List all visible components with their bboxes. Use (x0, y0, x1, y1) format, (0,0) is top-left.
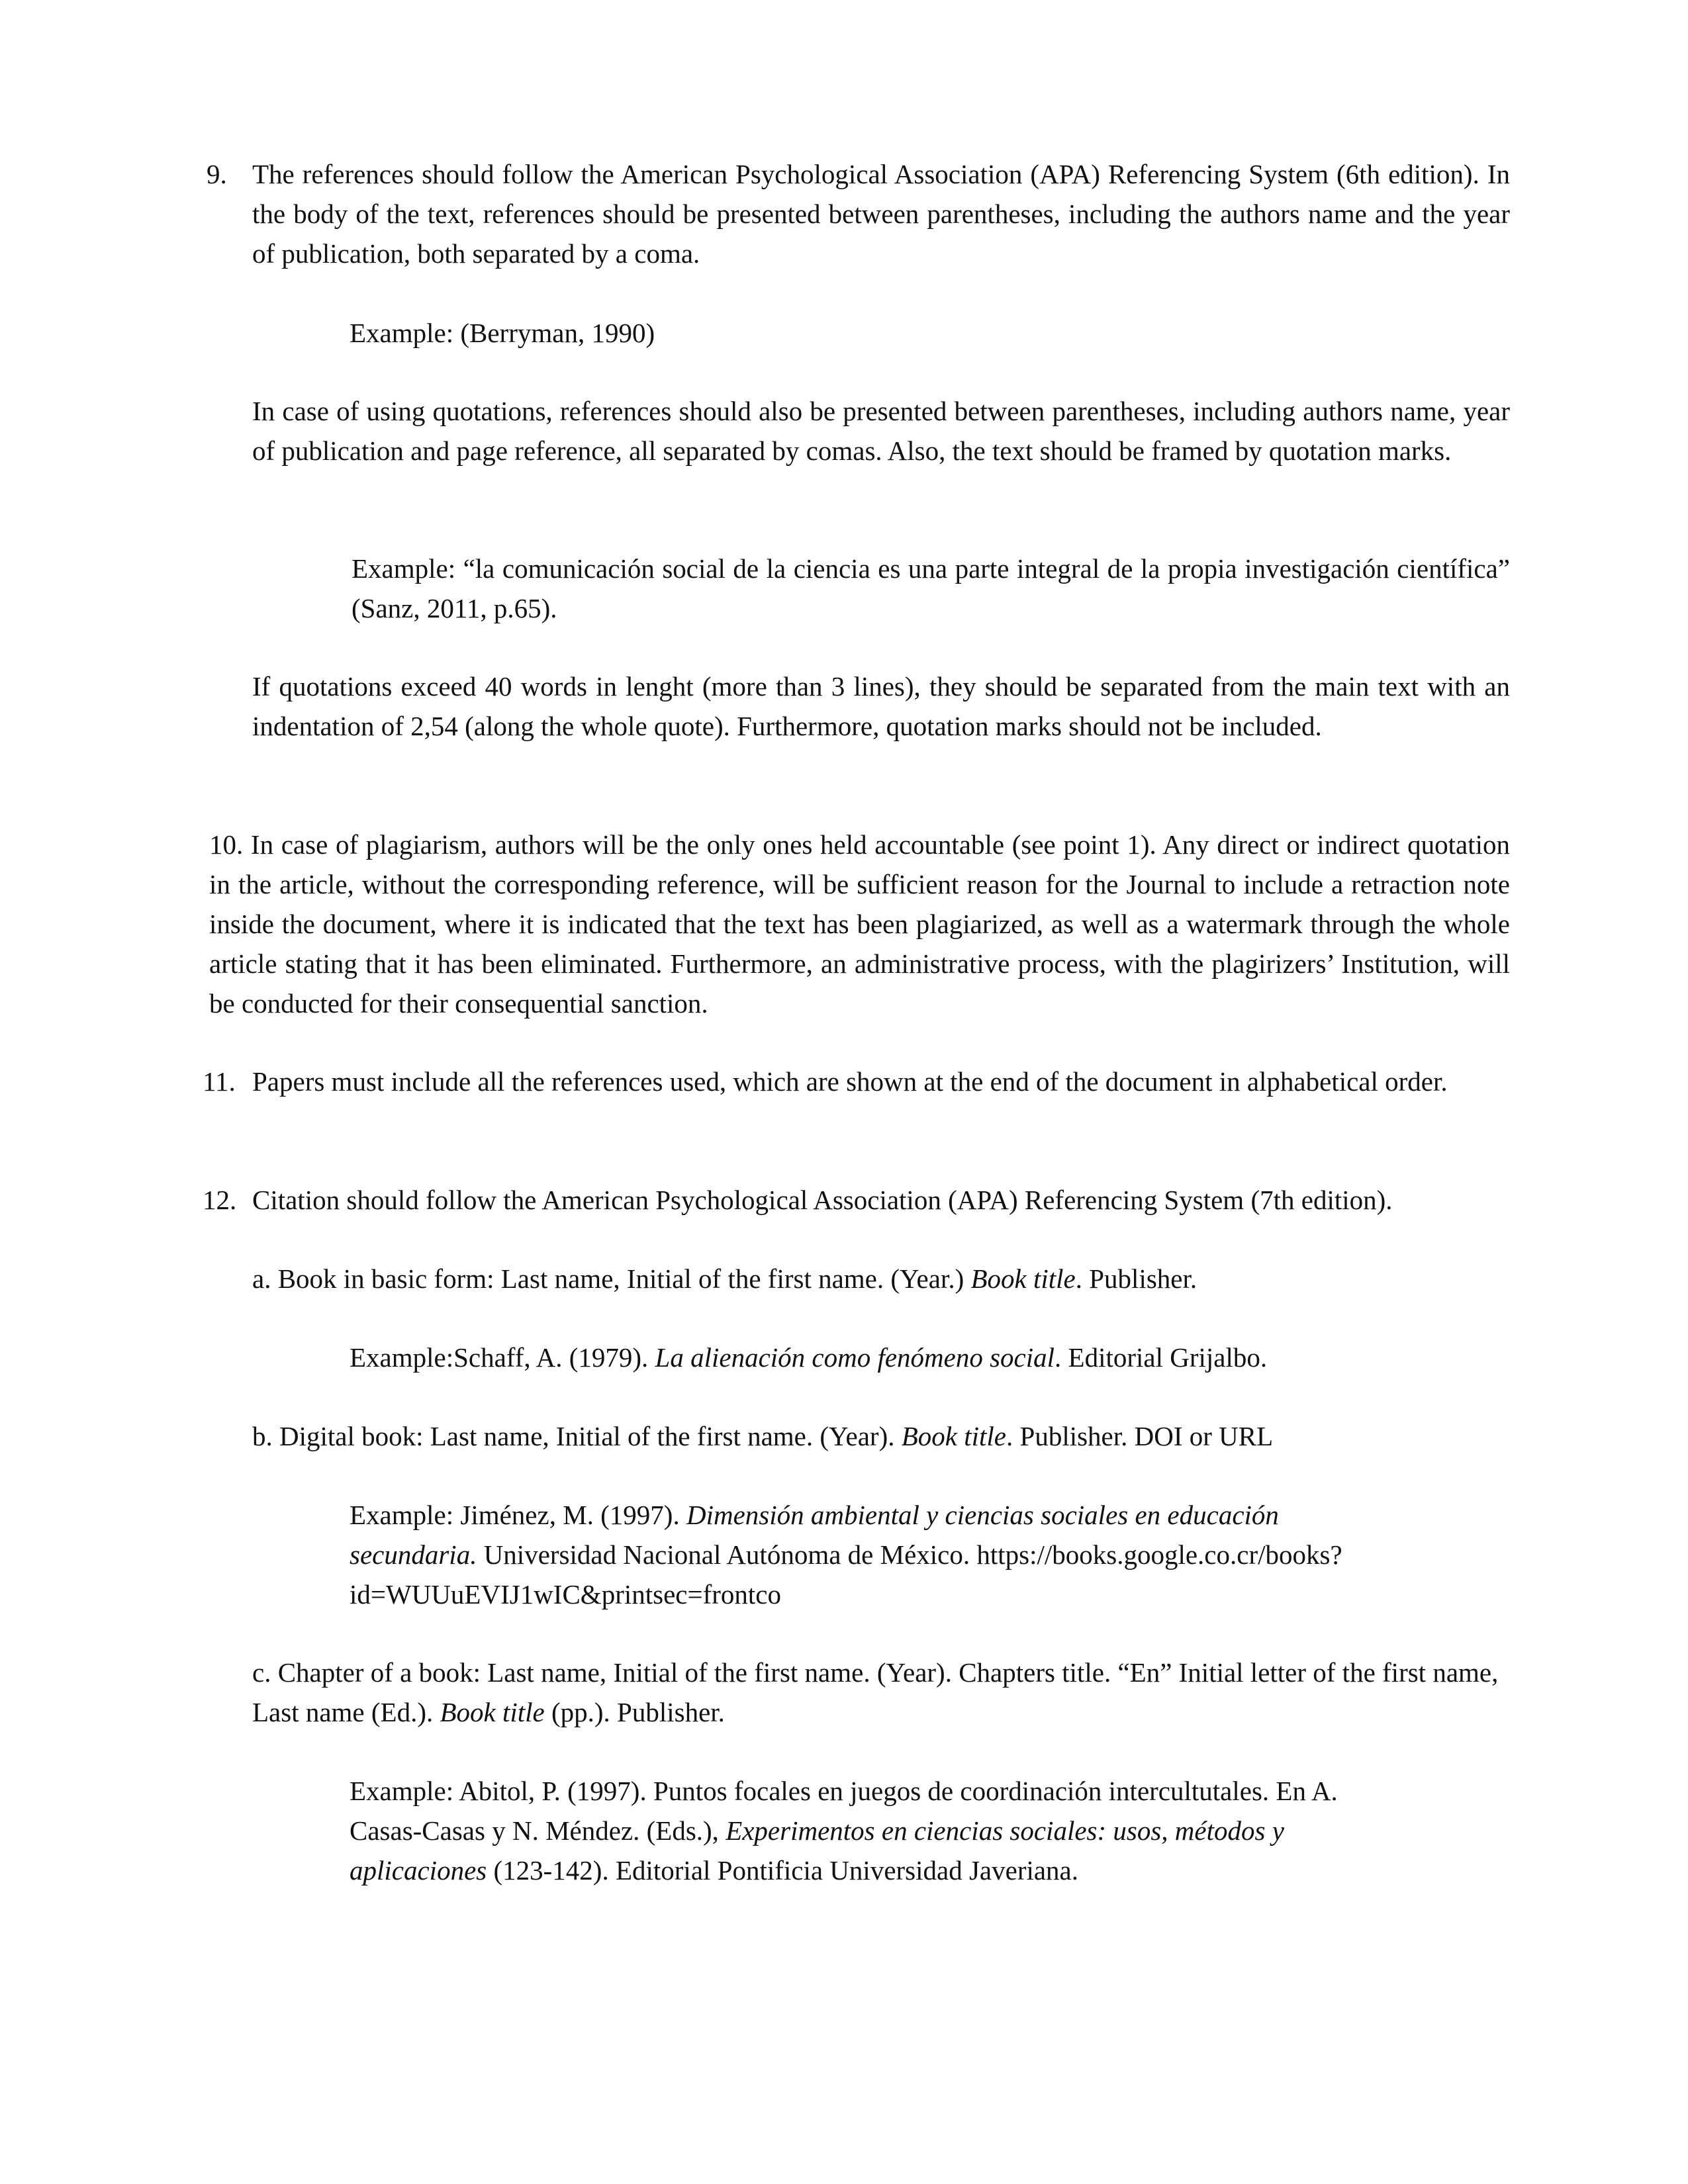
item-12b-example-line-3: id=WUUuEVIJ1wIC&printsec=frontco (350, 1579, 781, 1610)
item-9-example-2: Example: “la comunicación social de la ciencia es una parte integral de la propia investigación científica” (Sanz, 2011, p.65). (352, 553, 1510, 623)
item-12b-example-line-1: Example: Jiménez, M. (1997). Dimensión ambiental y ciencias sociales en educación (350, 1500, 1279, 1530)
item-9-number: 9. (207, 159, 227, 189)
item-10-text: 10. In case of plagiarism, authors will be the only ones held accountable (see point 1). Any direct or indirect quotation in the article, without the corresponding reference, will be sufficient reason for the Journal to include a retraction note inside the document, where it is indicated that the text has been plagiarized, as well as a watermark through the whole article stating that it has been eliminated. Furthermore, an administrative process, with the plagirizers’ Institution, will be conducted for their consequential sanction. (209, 829, 1510, 1019)
item-12c-example-line-3: aplicaciones (123-142). Editorial Pontificia Universidad Javeriana. (350, 1855, 1079, 1886)
item-12c-example-line-1: Example: Abitol, P. (1997). Puntos focales en juegos de coordinación intercultutales. En A. (350, 1776, 1338, 1806)
item-12-text: Citation should follow the American Psychological Association (APA) Referencing System (7th edition). (252, 1185, 1393, 1215)
item-9-text: The references should follow the American Psychological Association (APA) Referencing System (6th edition). In the body of the text, references should be presented between parentheses, including the authors name and the year of publication, both separated by a coma. (252, 159, 1510, 269)
item-12b-label: b. Digital book: Last name, Initial of the first name. (Year). Book title. Publisher. DOI or URL (252, 1421, 1274, 1451)
item-12a-example: Example:Schaff, A. (1979). La alienación como fenómeno social. Editorial Grijalbo. (350, 1342, 1268, 1373)
item-12a-label: a. Book in basic form: Last name, Initial of the first name. (Year.) Book title. Publisher. (252, 1263, 1197, 1294)
item-12-number: 12. (203, 1185, 237, 1215)
item-11-number: 11. (203, 1066, 236, 1097)
item-12c-example-line-2: Casas-Casas y N. Méndez. (Eds.), Experimentos en ciencias sociales: usos, métodos y (350, 1815, 1284, 1846)
item-9-long-quote-text: If quotations exceed 40 words in lenght (more than 3 lines), they should be separated from the main text with an indentation of 2,54 (along the whole quote). Furthermore, quotation marks should not be included. (252, 671, 1510, 741)
item-12b-example-line-2: secundaria. Universidad Nacional Autónoma de México. https://books.google.co.cr/books? (350, 1539, 1342, 1570)
item-11-text: Papers must include all the references used, which are shown at the end of the document in alphabetical order. (252, 1066, 1448, 1097)
item-9-quotations-text: In case of using quotations, references should also be presented between parentheses, including authors name, year of publication and page reference, all separated by comas. Also, the text should be framed by quotation marks. (252, 396, 1510, 466)
item-12c-label: c. Chapter of a book: Last name, Initial of the first name. (Year). Chapters title. “En” Initial letter of the first name, Last name (Ed.). Book title (pp.). Publisher. (252, 1657, 1499, 1727)
item-9-example-1: Example: (Berryman, 1990) (350, 318, 655, 348)
